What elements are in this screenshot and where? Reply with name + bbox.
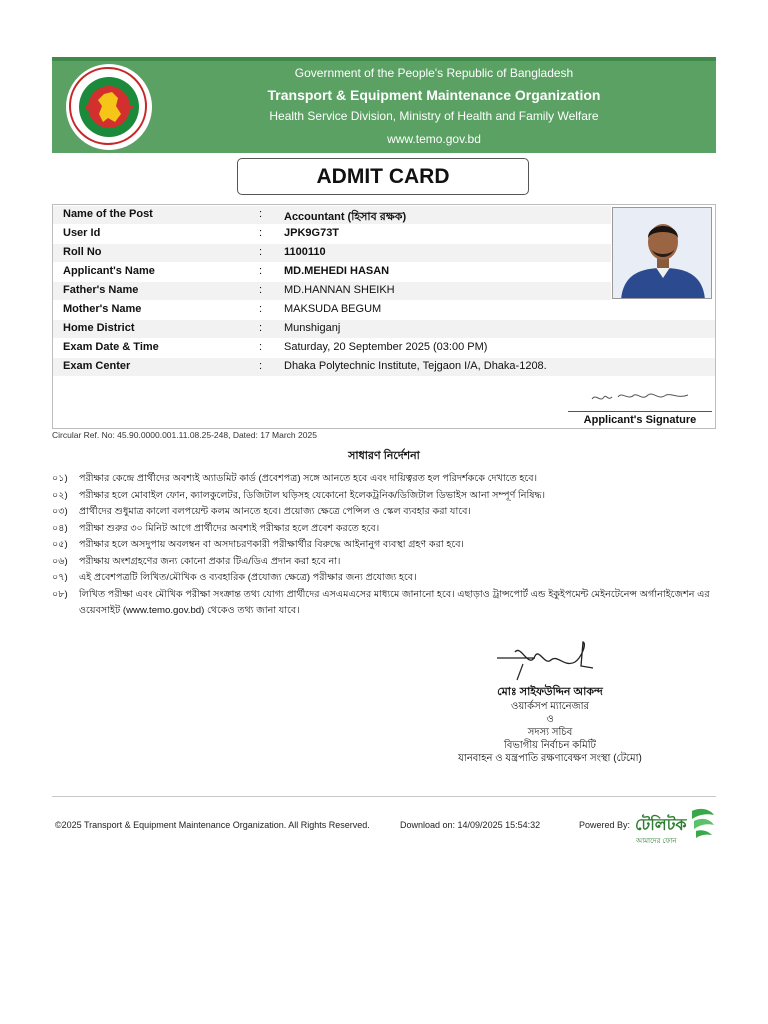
field-label: Home District bbox=[63, 322, 135, 334]
field-value-father-name: MD.HANNAN SHEIKH bbox=[284, 284, 395, 296]
field-value-applicant-name: MD.MEHEDI HASAN bbox=[284, 265, 390, 277]
signer-organization: যানবাহন ও যন্ত্রপাতি রক্ষণাবেক্ষণ সংস্থা (টেমো) bbox=[458, 753, 642, 764]
signature-label: Applicant's Signature bbox=[583, 414, 697, 426]
instruction-number: ০৪) bbox=[52, 522, 68, 534]
signer-committee: বিভাগীয় নির্বাচন কমিটি bbox=[503, 740, 597, 751]
field-colon: : bbox=[259, 322, 263, 334]
instruction-number: ০১) bbox=[52, 473, 68, 484]
footer-divider bbox=[52, 796, 716, 797]
instruction-number: ০৬) bbox=[52, 555, 68, 567]
instruction-text: এই প্রবেশপত্রটি লিখিত/মৌখিক ও ব্যবহারিক (প্রযোজ্য ক্ষেত্রে) পরীক্ষার জন্য প্রযোজ্য হবে। bbox=[79, 572, 417, 583]
instruction-text: পরীক্ষার হলে মোবাইল ফোন, ক্যালকুলেটর, ডিজিটাল ঘড়িসহ যেকোনো ইলেকট্রনিক/ডিজিটাল ডিভাইস আনা সম্পূর্ণ নিষিদ্ধ। bbox=[79, 489, 546, 501]
instruction-item bbox=[52, 471, 716, 488]
field-value-exam-center: Dhaka Polytechnic Institute, Tejgaon I/A, Dhaka-1208. bbox=[284, 360, 547, 372]
field-value-mother-name: MAKSUDA BEGUM bbox=[284, 303, 382, 315]
footer-download-time: Download on: 14/09/2025 15:54:32 bbox=[400, 820, 541, 830]
field-row-exam-date bbox=[53, 339, 715, 357]
field-colon: : bbox=[259, 227, 263, 239]
field-colon: : bbox=[259, 246, 263, 258]
field-label: Roll No bbox=[63, 246, 102, 258]
instruction-number: ০৫) bbox=[52, 539, 68, 550]
page-title: ADMIT CARD bbox=[237, 158, 529, 195]
footer-powered-by: Powered By: bbox=[579, 820, 631, 830]
signature-line bbox=[568, 411, 712, 412]
instruction-number: ০৩) bbox=[52, 506, 68, 517]
field-label: Father's Name bbox=[63, 284, 139, 296]
instruction-text: প্রার্থীদের শুধুমাত্র কালো বলপয়েন্ট কলম আনতে হবে। প্রয়োজ্য ক্ষেত্রে পেন্সিল ও স্কেল ব্যবহার করা যাবে। bbox=[79, 506, 471, 517]
instruction-text: পরীক্ষায় অংশগ্রহণের জন্য কোনো প্রকার টিএ/ডিএ প্রদান করা হবে না। bbox=[79, 555, 341, 567]
instruction-number: ০৮) bbox=[52, 588, 68, 600]
authority-signature-icon bbox=[495, 640, 595, 684]
field-row-post bbox=[53, 206, 611, 224]
field-label: Mother's Name bbox=[63, 303, 142, 315]
field-colon: : bbox=[259, 265, 263, 277]
teletalk-swoosh-icon bbox=[634, 805, 716, 845]
header-website-link[interactable]: www.temo.gov.bd bbox=[387, 132, 481, 146]
instruction-text: পরীক্ষার কেন্দ্রে প্রার্থীদের অবশ্যই অ্যাডমিট কার্ড (প্রবেশপত্র) সঙ্গে আনতে হবে এবং দায়িত্বরত হল পরিদর্শককে দেখাতে হবে। bbox=[79, 473, 538, 484]
signer-designation: ওয়ার্কসপ ম্যানেজার bbox=[510, 701, 589, 712]
field-row-exam-center bbox=[53, 358, 715, 376]
field-label: User Id bbox=[63, 227, 101, 239]
bangladesh-map-icon bbox=[66, 64, 152, 150]
header-government-line: Government of the People's Republic of Bangladesh bbox=[294, 66, 574, 80]
field-colon: : bbox=[259, 341, 263, 353]
field-colon: : bbox=[259, 284, 263, 296]
instruction-item bbox=[52, 504, 716, 521]
signer-conjunction: ও bbox=[546, 714, 554, 725]
instructions-title: সাধারণ নির্দেশনা bbox=[348, 450, 420, 462]
field-value-exam-date: Saturday, 20 September 2025 (03:00 PM) bbox=[284, 341, 488, 353]
field-colon: : bbox=[259, 208, 263, 220]
field-value-post: Accountant (হিসাব রক্ষক) bbox=[284, 211, 407, 223]
teletalk-brand-name: টেলিটক bbox=[635, 817, 687, 834]
field-row-home-district bbox=[53, 320, 715, 338]
header-top-stripe bbox=[52, 57, 716, 61]
field-value-home-district: Munshiganj bbox=[284, 322, 341, 334]
signer-name: মোঃ সাইফউদ্দিন আকন্দ bbox=[497, 686, 603, 698]
header-division-line: Health Service Division, Ministry of Health and Family Welfare bbox=[269, 109, 599, 123]
instruction-number: ০৭) bbox=[52, 572, 68, 583]
circular-reference: Circular Ref. No: 45.90.0000.001.11.08.25-248, Dated: 17 March 2025 bbox=[52, 430, 317, 440]
instruction-item bbox=[52, 570, 716, 587]
instruction-item bbox=[52, 587, 716, 620]
header-banner bbox=[52, 57, 716, 153]
field-label: Exam Date & Time bbox=[63, 341, 159, 353]
field-value-user-id: JPK9G73T bbox=[284, 227, 340, 239]
field-value-roll-no: 1100110 bbox=[284, 246, 326, 258]
government-seal-icon bbox=[66, 64, 152, 150]
instruction-text: লিখিত পরীক্ষা এবং মৌখিক পরীক্ষা সংক্রান্ত তথ্য যোগ্য প্রার্থীদের এসএমএসের মাধ্যমে জানানো হবে। এছাড়াও ট্রান্সপোর্ট এন্ড ইকুইপমেন্ট মেইনটেনেন্স অর্গানাইজেশন এর ওয়েবসাইট (www.temo.gov.bd) থেকেও তথ্য জানা যাবে। bbox=[79, 588, 710, 616]
instructions-list bbox=[52, 471, 716, 620]
field-row-user-id bbox=[53, 225, 611, 243]
footer-copyright: ©2025 Transport & Equipment Maintenance Organization. All Rights Reserved. bbox=[55, 820, 370, 830]
instruction-text: পরীক্ষা শুরুর ৩০ মিনিট আগে প্রার্থীদের অবশ্যই পরীক্ষার হলে প্রবেশ করতে হবে। bbox=[79, 522, 380, 534]
signer-role: সদস্য সচিব bbox=[527, 727, 573, 738]
applicant-signature-icon bbox=[588, 385, 698, 409]
field-row-mother-name bbox=[53, 301, 715, 319]
field-colon: : bbox=[259, 303, 263, 315]
teletalk-tagline: আমাদের ফোন bbox=[636, 838, 677, 845]
instruction-item bbox=[52, 537, 716, 554]
instruction-item bbox=[52, 554, 716, 571]
instruction-number: ০২) bbox=[52, 489, 68, 501]
field-label: Exam Center bbox=[63, 360, 131, 372]
field-label: Name of the Post bbox=[63, 208, 153, 220]
teletalk-logo bbox=[634, 805, 716, 845]
instruction-text: পরীক্ষার হলে অসদুপায় অবলম্বন বা অসদাচরণকারী পরীক্ষার্থীর বিরুদ্ধে আইনানুগ ব্যবস্থা গ্রহণ করা হবে। bbox=[79, 539, 464, 550]
instruction-item bbox=[52, 521, 716, 538]
field-colon: : bbox=[259, 360, 263, 372]
applicant-photo bbox=[612, 207, 712, 299]
instruction-item bbox=[52, 488, 716, 505]
field-label: Applicant's Name bbox=[63, 265, 155, 277]
applicant-portrait-icon bbox=[613, 208, 712, 299]
field-row-applicant-name bbox=[53, 263, 611, 281]
header-organization-name: Transport & Equipment Maintenance Organization bbox=[267, 87, 601, 103]
field-row-roll-no bbox=[53, 244, 611, 262]
field-row-father-name bbox=[53, 282, 611, 300]
